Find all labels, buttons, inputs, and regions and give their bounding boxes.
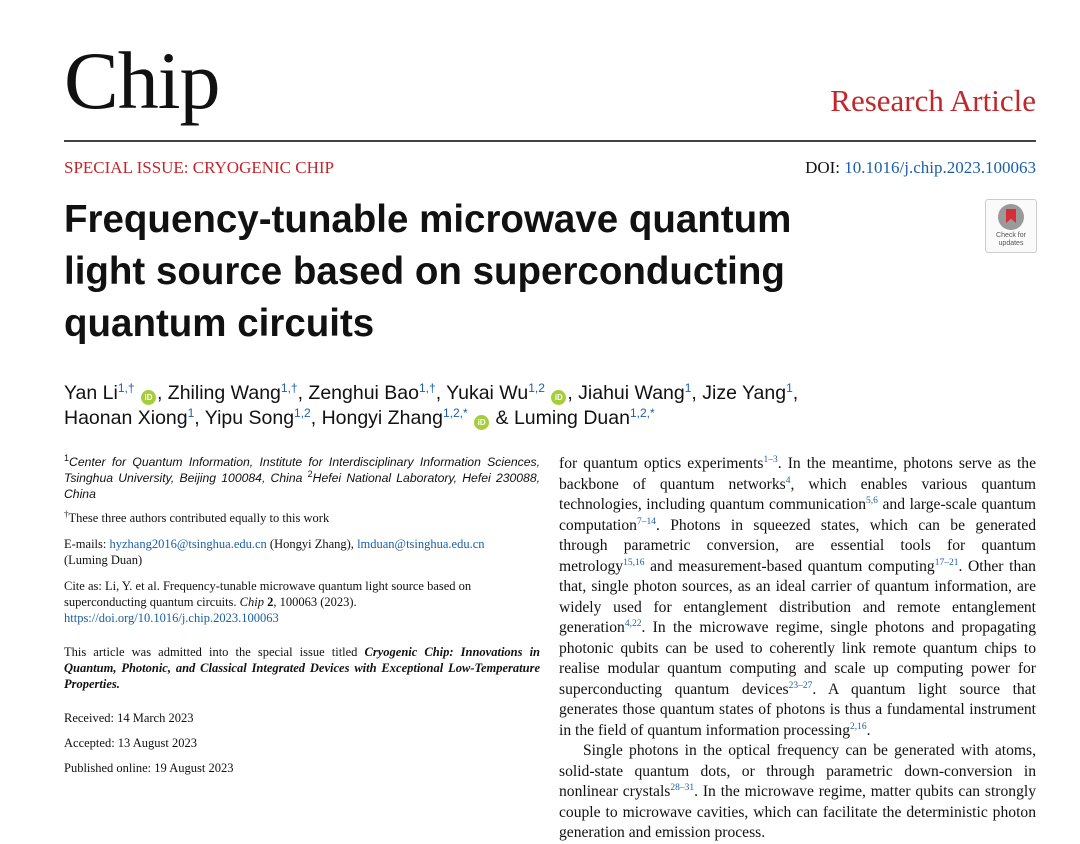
email-link[interactable]: hyzhang2016@tsinghua.edu.cn [109, 537, 267, 551]
author-name: , Jize Yang [691, 382, 787, 404]
paragraph: for quantum optics experiments$^{1-3}$. In the meantime, photons serve as the backbone of quantum networks$^4$, which enables various quantum technologies, including quantum communication$^{5,6}$ and large-scale quantum computation$^{7-14}$. Photons in squeezed states, which can be generated through parametric conversion, are essential tools for quantum metrology$^{15,16}$ and measurement-based quantum computing$^{17-21}$. Other than that, single photon sources, as an ideal carrier of quantum information, are widely used for entanglement distribution and remote entanglement generation$^{4,22}$. In the microwave regime, single photons and propagating photonic qubits can be used to coherently link remote quantum chips to realise modular quantum computing and scale up computing power for superconducting quantum devices$^{23-27}$. A quantum light source that generates those quantum states of photons is thus a fundamental instrument in the field of quantum information processing$^{2,16}$. [559, 455, 1036, 739]
citation-doi-link[interactable]: https://doi.org/10.1016/j.chip.2023.100063 [64, 611, 279, 625]
article-info-column [64, 454, 540, 776]
title-line: quantum circuits [64, 302, 375, 345]
orcid-icon[interactable]: iD [141, 390, 156, 405]
bookmark-icon [998, 204, 1024, 230]
affiliations: $^1$Center for Quantum Information, Institute for Interdisciplinary Information Sciences, Tsinghua University, Beijing 100084, China $^2$Hefei National Laboratory, Hefei 230088, China [64, 453, 540, 501]
title-line: Frequency-tunable microwave quantum [64, 198, 792, 241]
equal-contribution-note: †These three authors contributed equally to this work [64, 509, 330, 525]
doi [805, 158, 1036, 178]
author-list: Yan $Li^{1,\dagger}$ iD , Zhiling Wang$^{1,\dagger}$, Zenghui Bao$^{1,\dagger}$, Yukai Wu$^{1,2}$ iD , Jiahui Wang$^1$, Jize Yang$^1$, Haonan Xiong$^1$, Yipu Song$^{1,2}$, Hongyi Zhang$^{1,2,*}$ iD & Luming Duan$^{1,2,*}$ [64, 381, 799, 429]
journal-name: Chip [64, 35, 220, 126]
received-date: Received: 14 March 2023 [64, 711, 194, 725]
email-link[interactable]: lmduan@tsinghua.edu.cn [357, 537, 485, 551]
paragraph: Single photons in the optical frequency can be generated with atoms, solid-state quantum dots, or through parametric down-conversion in nonlinear crystals$^{28-31}$. In the microwave regime, matter qubits can strongly couple to microwave cavities, which can facilitate the deterministic photon generation and emission process. [559, 742, 1036, 841]
doi-label: DOI: [805, 158, 841, 177]
check-for-updates-label: Check for updates [996, 232, 1026, 247]
check-for-updates-button[interactable] [985, 199, 1037, 253]
special-issue-note: This article was admitted into the special issue titled Cryogenic Chip: Innovations in Quantum, Photonic, and Classical Integrated Devices with Exceptional Low-Temperature Properties. [64, 645, 540, 691]
author-name: , Yukai Wu [435, 382, 529, 404]
author-name: & Luming Duan [495, 407, 630, 429]
author-name: , Yipu Song [194, 407, 295, 429]
body-text-column [559, 454, 1036, 841]
author-name: , Zenghui Bao [297, 382, 419, 404]
title-line: light source based on superconducting [64, 250, 785, 293]
article-title [64, 194, 944, 350]
published-date: Published online: 19 August 2023 [64, 761, 234, 775]
orcid-icon[interactable]: iD [551, 390, 566, 405]
article-type: Research Article [830, 83, 1036, 118]
doi-link[interactable]: 10.1016/j.chip.2023.100063 [844, 158, 1036, 177]
special-issue-label: SPECIAL ISSUE: CRYOGENIC CHIP [64, 158, 334, 177]
orcid-icon[interactable]: iD [474, 415, 489, 430]
author-name: Yan Li [64, 382, 118, 404]
citation: Cite as: Li, Y. et al. Frequency-tunable microwave quantum light source based on superconducting quantum circuits. Chip 2, 100063 (2023). https://doi.org/10.1016/j.chip.2023.100063 [64, 579, 472, 625]
emails: E-mails: hyzhang2016@tsinghua.edu.cn (Hongyi Zhang), lmduan@tsinghua.edu.cn (Luming Duan) [64, 537, 485, 567]
author-name: , Zhiling Wang [156, 382, 281, 404]
author-name: , Jiahui Wang [567, 382, 685, 404]
header-rule [64, 140, 1036, 142]
accepted-date: Accepted: 13 August 2023 [64, 736, 197, 750]
author-name: , Hongyi Zhang [310, 407, 443, 429]
author-name: Haonan Xiong [64, 407, 188, 429]
